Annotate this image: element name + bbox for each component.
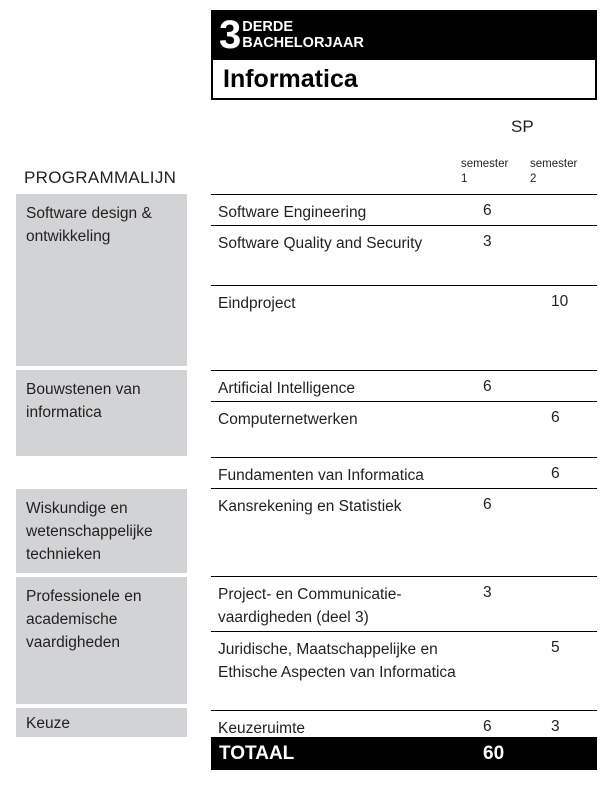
category-block-keuze	[16, 708, 187, 737]
semester-1-header-line2: 1	[461, 173, 468, 185]
semester-2-header	[530, 157, 590, 187]
course-name: Eindproject	[218, 295, 296, 312]
course-sem2-credits: 6	[551, 465, 560, 482]
table-row	[211, 576, 597, 631]
course-name: Computernetwerken	[218, 411, 358, 428]
header-block	[211, 10, 597, 100]
year-line-2: BACHELORJAAR	[242, 35, 364, 51]
course-sem1-credits: 6	[483, 202, 492, 219]
course-sem2-credits: 5	[551, 639, 560, 656]
category-label: Bouwstenen van informatica	[26, 381, 141, 421]
table-row	[211, 457, 597, 488]
course-name: Project- en Communicatie-vaardigheden (deel 3)	[218, 586, 402, 626]
course-sem1-credits: 6	[483, 496, 492, 513]
course-name: Fundamenten van Informatica	[218, 467, 424, 484]
category-label: Software design & ontwikkeling	[26, 205, 152, 245]
course-name: Software Engineering	[218, 204, 367, 221]
table-row	[211, 194, 597, 225]
table-row	[211, 631, 597, 710]
category-block-software-design	[16, 194, 187, 366]
category-block-professionele	[16, 577, 187, 704]
course-sem2-credits: 3	[551, 718, 560, 735]
program-title-bar	[211, 60, 597, 100]
table-row	[211, 370, 597, 401]
sp-column-label: SP	[511, 117, 534, 136]
course-sem1-credits: 3	[483, 233, 492, 250]
course-name: Kansrekening en Statistiek	[218, 498, 402, 515]
course-name: Juridische, Maatschappelijke en Ethische Aspecten van Informatica	[218, 641, 456, 681]
course-name: Keuzeruimte	[218, 720, 306, 737]
course-table	[211, 194, 597, 739]
course-name: Artificial Intelligence	[218, 380, 355, 397]
table-row	[211, 710, 597, 739]
table-row	[211, 225, 597, 285]
category-block-bouwstenen	[16, 370, 187, 456]
year-line-1: DERDE	[242, 19, 294, 35]
category-label: Professionele en academische vaardigheden	[26, 588, 142, 651]
table-row	[211, 285, 597, 370]
course-name: Software Quality and Security	[218, 235, 423, 252]
year-banner	[211, 10, 597, 60]
category-label: Wiskundige en wetenschappelijke technieken	[26, 500, 153, 563]
course-sem2-credits: 6	[551, 409, 560, 426]
semester-2-header-line2: 2	[530, 173, 537, 185]
total-label: TOTAAL	[219, 743, 295, 764]
course-sem1-credits: 3	[483, 584, 492, 601]
programmalijn-label: PROGRAMMALIJN	[24, 168, 177, 187]
table-row	[211, 488, 597, 576]
course-sem1-credits: 6	[483, 378, 492, 395]
category-label: Keuze	[26, 715, 70, 732]
semester-1-header	[461, 157, 521, 187]
total-bar	[211, 737, 597, 770]
year-number: 3	[219, 13, 241, 57]
category-block-wiskundige	[16, 489, 187, 573]
course-sem2-credits: 10	[551, 293, 569, 310]
semester-1-header-line1: semester	[461, 158, 509, 170]
course-sem1-credits: 6	[483, 718, 492, 735]
year-words	[242, 19, 364, 51]
page-title: Informatica	[223, 64, 358, 93]
total-value: 60	[483, 743, 505, 764]
table-row	[211, 401, 597, 457]
semester-2-header-line1: semester	[530, 158, 578, 170]
